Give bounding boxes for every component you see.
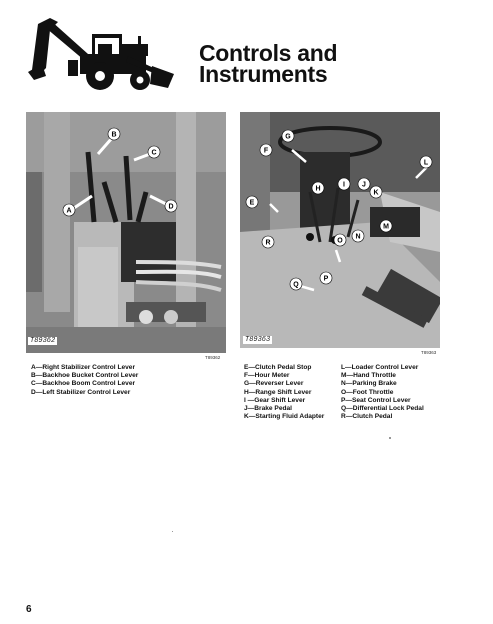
legend-item: L—Loader Control Lever [341,364,419,371]
scan-speck [172,531,173,532]
callout-q: Q [293,281,299,289]
figure-code: T89362 [205,355,221,360]
legend-right [341,364,424,421]
backhoe-controls-photo [26,112,226,353]
title-line-1: Controls and [199,40,338,66]
legend-item: P—Seat Control Lever [341,396,411,404]
legend-item: C—Backhoe Boom Control Lever [31,380,136,388]
legend-item: E—Clutch Pedal Stop [244,364,312,371]
callout-g: G [285,133,291,141]
callout-f: F [263,147,269,155]
callout-c: C [151,149,157,157]
callout-i: I [343,181,345,189]
figure-tag: T89363 [245,336,271,344]
legend-left [31,364,138,397]
title-line-2: Instruments [199,61,328,87]
legend-item: J—Brake Pedal [244,405,293,413]
callout-j: J [362,181,366,189]
callout-l: L [423,159,429,167]
legend-item: O—Foot Throttle [341,388,394,396]
page-number: 6 [26,604,32,615]
operator-station-photo [240,112,440,348]
callout-p: P [323,275,329,283]
legend-item: Q—Differential Lock Pedal [341,405,424,413]
callout-k: K [373,189,379,197]
legend-item: N—Parking Brake [341,380,397,388]
legend-item: K—Starting Fluid Adapter [244,413,325,421]
callout-a: A [66,207,72,215]
legend-item: A—Right Stabilizer Control Lever [31,364,136,371]
callout-b: B [111,131,117,139]
callout-e: E [249,199,255,207]
legend-middle [244,364,324,421]
page-title [199,40,338,87]
callout-n: N [355,233,361,241]
callout-o: O [337,237,343,245]
legend-item: F—Hour Meter [244,372,290,380]
callout-m: M [383,223,389,231]
legend-item: I —Gear Shift Lever [244,396,306,404]
callout-d: D [168,203,174,211]
backhoe-loader-icon [28,14,174,92]
figure-tag: T89362 [30,337,56,345]
legend-item: B—Backhoe Bucket Control Lever [31,372,139,380]
legend-item: M—Hand Throttle [341,372,396,380]
callout-h: H [315,185,321,193]
legend-item: H—Range Shift Lever [244,388,312,396]
legend-item: R—Clutch Pedal [341,413,393,421]
scan-speck [389,437,391,439]
callout-r: R [265,239,271,247]
legend-item: G—Reverser Lever [244,380,304,388]
legend-item: D—Left Stabilizer Control Lever [31,388,131,396]
figure-code: T89363 [421,350,437,355]
